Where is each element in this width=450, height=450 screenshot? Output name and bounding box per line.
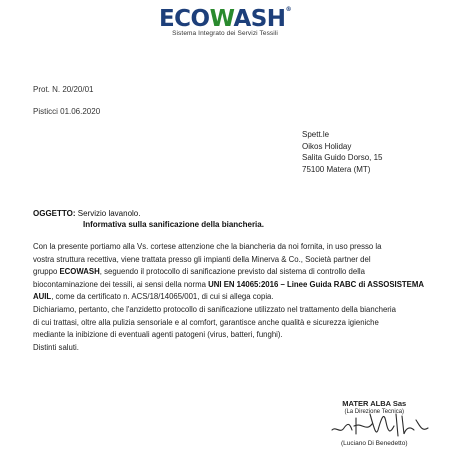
body-line [33, 266, 433, 279]
subject-label: OGGETTO: [33, 209, 76, 218]
addressee-block [302, 129, 383, 175]
closing-greeting: Distinti saluti. [33, 342, 79, 352]
body-line: vostra struttura recettiva, viene trattata presso gli impianti della Minerva & Co., Società partner del [33, 254, 371, 264]
body-text: , come da certificato n. ACS/18/14065/001, di cui si allega copia. [51, 292, 274, 302]
logo-text-w: W [209, 6, 234, 32]
body-text: biocontaminazione dei tessili, ai sensi della norma [33, 279, 209, 289]
addressee-salutation: Spett.le [302, 130, 330, 139]
body-line: Con la presente portiamo alla Vs. cortese attenzione che la biancheria da noi fornita, in uso presso la [33, 242, 382, 251]
logo-tagline: Sistema Integrato dei Servizi Tessili [172, 30, 278, 37]
addressee-company: Oikos Holiday [302, 141, 352, 151]
signer-person: (Luciano Di Benedetto) [341, 440, 408, 447]
addressee-street: Salita Guido Dorso, 15 [302, 153, 383, 162]
protocol-number: Prot. N. 20/20/01 [33, 85, 94, 94]
logo-text-eco: ECO [158, 6, 210, 32]
place-date: Pisticci 01.06.2020 [33, 107, 101, 116]
body-text: gruppo [33, 267, 60, 277]
body-line: mediante la inibizione di eventuali agenti patogeni (virus, batteri, funghi). [33, 330, 283, 340]
body-line [33, 279, 433, 292]
brand-name: ECOWASH [59, 267, 100, 277]
signer-role: (La Direzione Tecnica) [344, 409, 405, 415]
handwritten-signature [326, 408, 436, 440]
body-line [33, 291, 433, 304]
letter-body [33, 241, 433, 354]
company-logo [0, 6, 450, 37]
signer-company: MATER ALBA Sas [342, 399, 407, 408]
subject-line-1: Servizio lavanolo. [77, 209, 141, 218]
norm-reference-end: AUIL [33, 292, 52, 302]
body-text: , seguendo il protocollo di sanificazione previsto dal sistema di controllo della [99, 267, 365, 277]
body-line: di cui trattasi, oltre alla pulizia sensoriale e al comfort, garantisce anche qualità e sicurezza igieniche [33, 317, 379, 327]
registered-mark: ® [285, 6, 292, 13]
addressee-city: 75100 Matera (MT) [302, 164, 371, 174]
subject-line-2: Informativa sulla sanificazione della biancheria. [83, 220, 264, 229]
body-line: Dichiariamo, pertanto, che l'anzidetto protocollo di sanificazione utilizzato nel trattamento della biancheria [33, 304, 396, 314]
logo-wordmark [159, 6, 291, 32]
subject-block [33, 208, 264, 230]
logo-text-ash: ASH [233, 6, 286, 32]
norm-reference: UNI EN 14065:2016 – Linee Guida RABC di ASSOSISTEMA [208, 279, 425, 289]
